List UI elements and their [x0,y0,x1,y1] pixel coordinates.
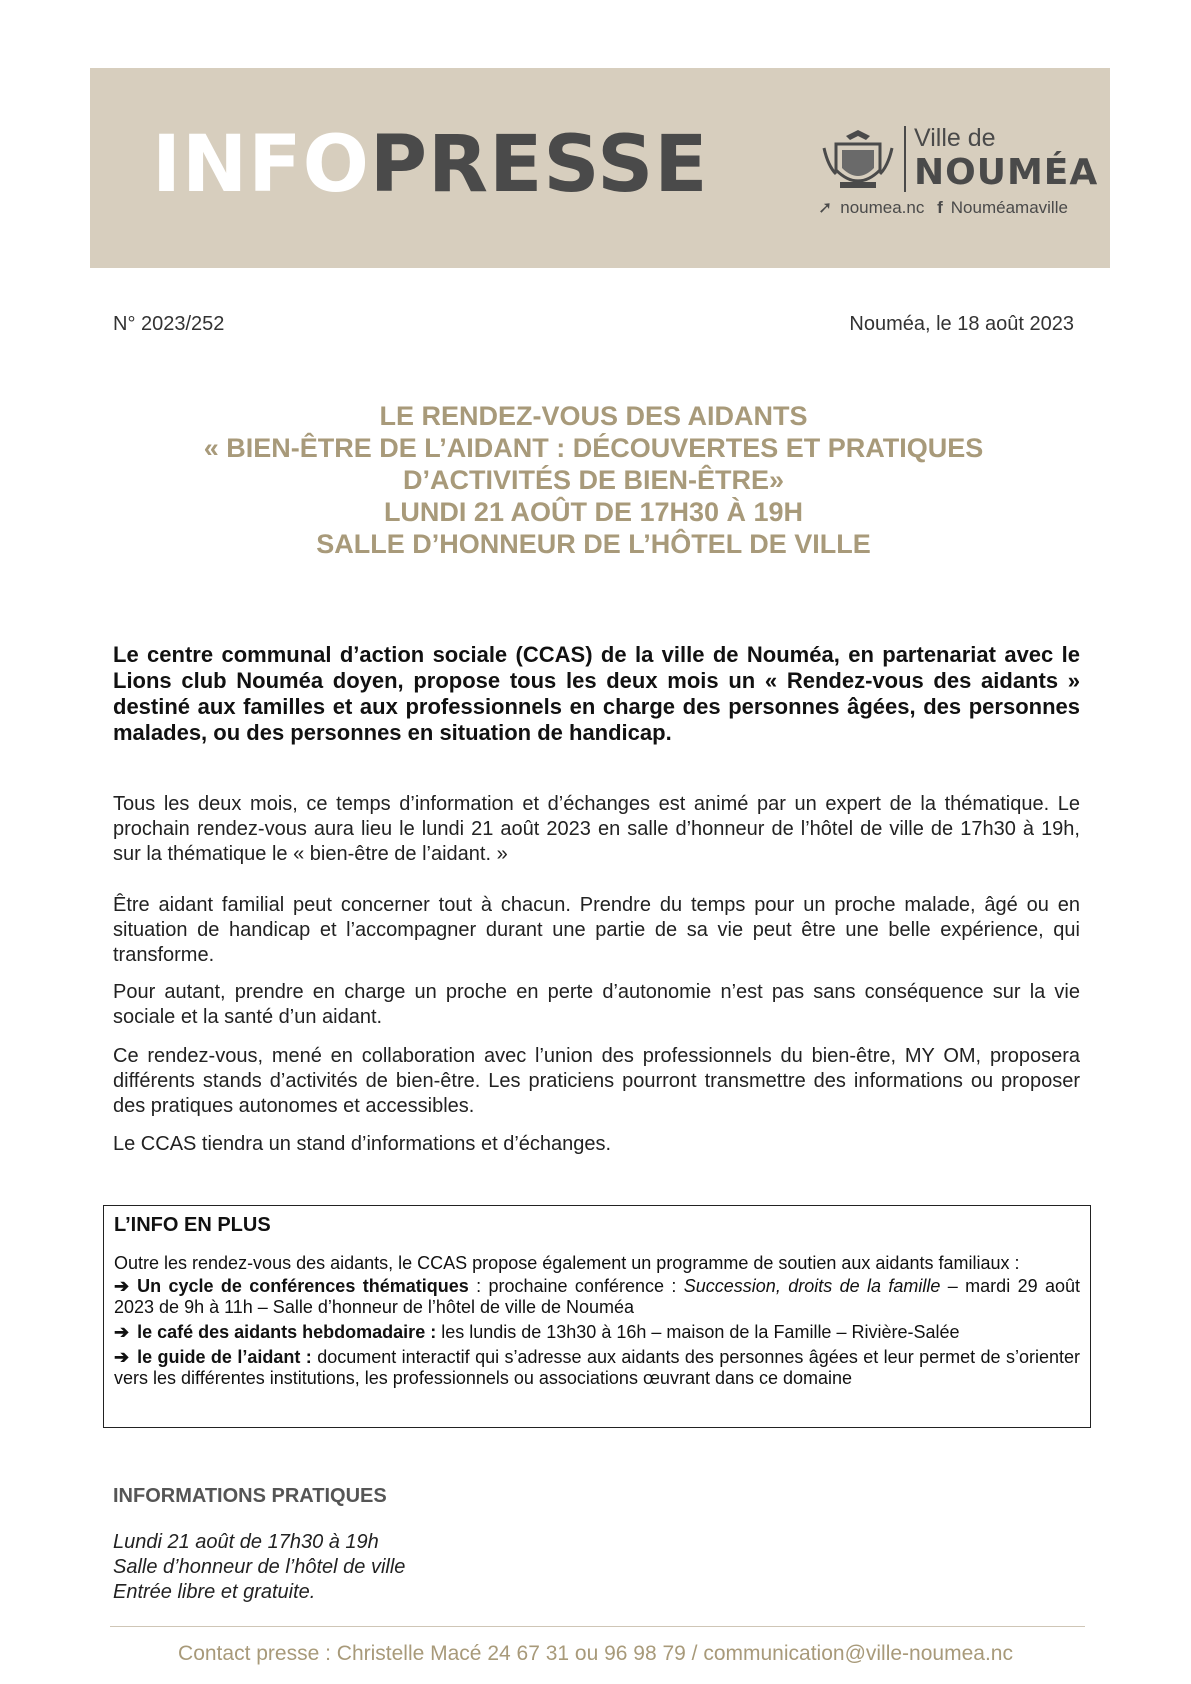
body-paragraph: Pour autant, prendre en charge un proche en perte d’autonomie n’est pas sans conséquence sur la vie sociale et la santé d’un aidant. [113,981,1080,1028]
infobox-item-cafe [114,1322,1080,1343]
arrow-right-icon: ➔ [114,1322,130,1342]
website-link[interactable]: noumea.nc [840,198,925,217]
header-banner [90,68,1110,268]
headline-line: SALLE D’HONNEUR DE L’HÔTEL DE VILLE [316,529,871,559]
body-paragraph: Être aidant familial peut concerner tout à chacun. Prendre du temps pour un proche malade, âgé ou en situation de handicap et l’accompagner durant une partie de sa vie peut être une belle expérience, qui transforme. [113,894,1080,966]
item-label: le café des aidants hebdomadaire : [137,1322,437,1342]
facebook-link[interactable]: Nouméamaville [950,198,1068,217]
infobox-title: L’INFO EN PLUS [114,1214,271,1236]
item-italic: Succession, droits de la famille [683,1276,941,1296]
location-arrow-icon: ➚ [818,198,833,217]
headline-line: LE RENDEZ-VOUS DES AIDANTS [379,401,808,431]
info-presse-title [152,120,709,210]
informations-pratiques [113,1530,405,1605]
logo-noumea: NOUMÉA [914,152,1099,193]
item-text: document interactif qui s’adresse aux aidants des personnes âgées et leur permet de s’orienter vers les différentes institutions, les professionnels ou associations œuvrant dans ce domaine [114,1347,1080,1388]
headline-line: D’ACTIVITÉS DE BIEN-ÊTRE» [402,465,785,495]
headline-line: « BIEN-ÊTRE DE L’AIDANT : DÉCOUVERTES ET PRATIQUES [203,433,984,463]
pratique-line: Lundi 21 août de 17h30 à 19h [113,1531,379,1553]
infobox-intro: Outre les rendez-vous des aidants, le CCAS propose également un programme de soutien aux aidants familiaux : [114,1253,1020,1273]
item-label: Un cycle de conférences thématiques [137,1276,469,1296]
lead-paragraph: Le centre communal d’action sociale (CCAS) de la ville de Nouméa, en partenariat avec le Lions club Nouméa doyen, propose tous les deux mois un « Rendez-vous des aidants » destiné aux familles et aux professionnels en charge des personnes âgées, des personnes malades, ou des personnes en situation de handicap. [113,642,1080,745]
logo-ville-de: Ville de [914,124,996,152]
facebook-icon: f [937,198,943,217]
item-text: : prochaine conférence : [468,1276,684,1296]
headline [113,400,1074,560]
body-paragraph: Tous les deux mois, ce temps d’information et d’échanges est animé par un expert de la thématique. Le prochain rendez-vous aura lieu le lundi 21 août 2023 en salle d’honneur de l’hôtel de ville de 17h30 à 19h, sur la thématique le « bien-être de l’aidant. » [113,793,1080,865]
arrow-right-icon: ➔ [114,1347,130,1367]
social-links [818,198,1076,218]
info-en-plus-box [103,1205,1091,1428]
body-paragraph: Le CCAS tiendra un stand d’informations et d’échanges. [113,1133,612,1155]
contact-presse: Contact presse : Christelle Macé 24 67 31 ou 96 98 79 / communication@ville-noumea.nc [178,1642,1013,1665]
brand-presse: PRESSE [369,120,709,210]
logo-divider [904,126,906,192]
press-release-number: N° 2023/252 [113,313,225,335]
infobox-item-conferences [114,1276,1080,1318]
item-text: – mardi 29 août 2023 de 9h à 11h – Salle d’honneur de l’hôtel de ville de Nouméa [114,1276,1081,1317]
body-paragraph: Ce rendez-vous, mené en collaboration avec l’union des professionnels du bien-être, MY OM, proposera différents stands d’activités de bien-être. Les praticiens pourront transmettre des informations ou proposer des pratiques autonomes et accessibles. [113,1045,1080,1117]
item-text: les lundis de 13h30 à 16h – maison de la Famille – Rivière-Salée [436,1322,960,1342]
brand-info: INFO [152,120,370,210]
headline-line: LUNDI 21 AOÛT DE 17H30 À 19H [383,497,804,527]
pratique-line: Entrée libre et gratuite. [113,1581,316,1603]
informations-pratiques-title: INFORMATIONS PRATIQUES [113,1485,387,1507]
coat-of-arms-icon [818,126,898,196]
press-release-date: Nouméa, le 18 août 2023 [849,313,1074,335]
arrow-right-icon: ➔ [114,1276,130,1296]
footer-divider [110,1626,1085,1627]
pratique-line: Salle d’honneur de l’hôtel de ville [113,1556,406,1578]
item-label: le guide de l’aidant : [137,1347,312,1367]
infobox-item-guide [114,1347,1080,1389]
ville-de-noumea-logo [818,124,1099,217]
